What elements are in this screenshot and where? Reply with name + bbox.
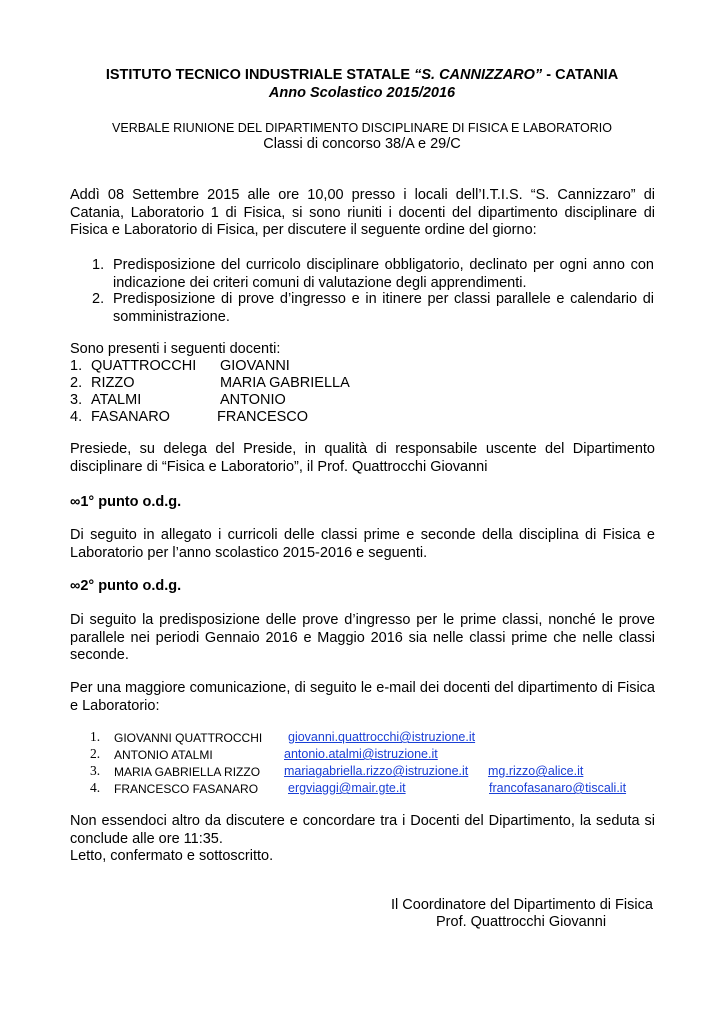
punto1-title: 1° punto o.d.g.: [80, 494, 182, 510]
punto2-heading: [70, 578, 181, 594]
email-row-number: 3.: [90, 763, 101, 778]
email-link[interactable]: antonio.atalmi@istruzione.it: [284, 747, 438, 761]
classi-concorso: Classi di concorso 38/A e 29/C: [263, 136, 461, 152]
email-row: [90, 729, 650, 747]
agenda-item-text: Predisposizione di prove d’ingresso e in itinere per classi parallele e calendario di somministrazione.: [113, 291, 654, 325]
present-row: [70, 392, 470, 409]
agenda-item: [92, 291, 655, 327]
email-row-name: GIOVANNI QUATTROCCHI: [114, 731, 263, 745]
punto2-title: 2° punto o.d.g.: [80, 578, 182, 594]
email-row-name: ANTONIO ATALMI: [114, 748, 213, 762]
email-row-number: 2.: [90, 746, 101, 761]
signature-name: Prof. Quattrocchi Giovanni: [436, 914, 607, 930]
letto-line: Letto, confermato e sottoscritto.: [70, 848, 274, 864]
punto1-paragraph: Di seguito in allegato i curricoli delle classi prime e seconde della disciplina di Fisica e Laboratorio per l’anno scolastico 2015-2016 e seguenti.: [70, 527, 655, 561]
present-firstname: FRANCESCO: [217, 409, 309, 425]
present-row: [70, 375, 470, 392]
present-number: 1.: [70, 358, 83, 374]
present-number: 2.: [70, 375, 83, 391]
institute-title: [0, 67, 724, 83]
present-surname: FASANARO: [91, 409, 170, 425]
agenda-item-number: 1.: [92, 257, 105, 273]
present-surname: ATALMI: [91, 392, 142, 408]
punto2-paragraph: Di seguito la predisposizione delle prove d’ingresso per le prime classi, nonché le prove parallele nei periodi Gennaio 2016 e Maggio 2016 sia nelle classi prime che nelle classi seconde.: [70, 612, 655, 663]
email-row: [90, 763, 650, 781]
email-link-secondary[interactable]: francofasanaro@tiscali.it: [489, 781, 627, 795]
school-year: Anno Scolastico 2015/2016: [268, 85, 456, 101]
signature-role: Il Coordinatore del Dipartimento di Fisica: [391, 897, 653, 913]
agenda-item: [92, 257, 655, 293]
present-number: 3.: [70, 392, 83, 408]
email-row: [90, 746, 650, 764]
email-row-number: 1.: [90, 729, 101, 744]
institute-school-name: “S. CANNIZZARO”: [414, 67, 543, 83]
present-surname: RIZZO: [91, 375, 135, 391]
presiede-paragraph: Presiede, su delega del Preside, in qualità di responsabile uscente del Dipartimento disciplinare di “Fisica e Laboratorio”, il Prof. Quattrocchi Giovanni: [70, 441, 655, 475]
present-number: 4.: [70, 409, 83, 425]
infinity-bullet-icon: ∞: [70, 494, 81, 510]
email-row-name: FRANCESCO FASANARO: [114, 782, 259, 796]
email-row-name: MARIA GABRIELLA RIZZO: [114, 765, 261, 779]
email-link-secondary[interactable]: mg.rizzo@alice.it: [488, 764, 584, 778]
institute-city: - CATANIA: [542, 67, 619, 83]
email-link[interactable]: giovanni.quattrocchi@istruzione.it: [288, 730, 476, 744]
present-surname: QUATTROCCHI: [91, 358, 197, 374]
present-firstname: GIOVANNI: [220, 358, 290, 374]
email-row-number: 4.: [90, 780, 101, 795]
agenda-item-text: Predisposizione del curricolo disciplinare obbligatorio, declinato per ogni anno con indicazione dei criteri comuni di valutazione degli apprendimenti.: [113, 257, 654, 291]
intro-paragraph: Addì 08 Settembre 2015 alle ore 10,00 presso i locali dell’I.T.I.S. “S. Cannizzaro” di Catania, Laboratorio 1 di Fisica, si sono riuniti i docenti del dipartimento disciplinare di Fisica e Laboratorio di Fisica, per discutere il seguente ordine del giorno:: [70, 187, 655, 238]
email-link[interactable]: ergviaggi@mair.gte.it: [288, 781, 406, 795]
present-row: [70, 409, 470, 426]
closing-paragraph: Non essendoci altro da discutere e concordare tra i Docenti del Dipartimento, la seduta si conclude alle ore 11:35.: [70, 813, 655, 847]
agenda-item-number: 2.: [92, 291, 105, 307]
email-intro-paragraph: Per una maggiore comunicazione, di seguito le e-mail dei docenti del dipartimento di Fisica e Laboratorio:: [70, 680, 655, 714]
verbale-title: VERBALE RIUNIONE DEL DIPARTIMENTO DISCIPLINARE DI FISICA E LABORATORIO: [112, 121, 612, 135]
present-firstname: ANTONIO: [220, 392, 286, 408]
present-firstname: MARIA GABRIELLA: [220, 375, 350, 391]
email-link[interactable]: mariagabriella.rizzo@istruzione.it: [284, 764, 469, 778]
present-row: [70, 358, 470, 375]
present-label: Sono presenti i seguenti docenti:: [70, 341, 281, 357]
punto1-heading: [70, 494, 181, 510]
email-row: [90, 780, 650, 798]
institute-name: ISTITUTO TECNICO INDUSTRIALE STATALE: [105, 67, 415, 83]
infinity-bullet-icon: ∞: [70, 578, 81, 594]
